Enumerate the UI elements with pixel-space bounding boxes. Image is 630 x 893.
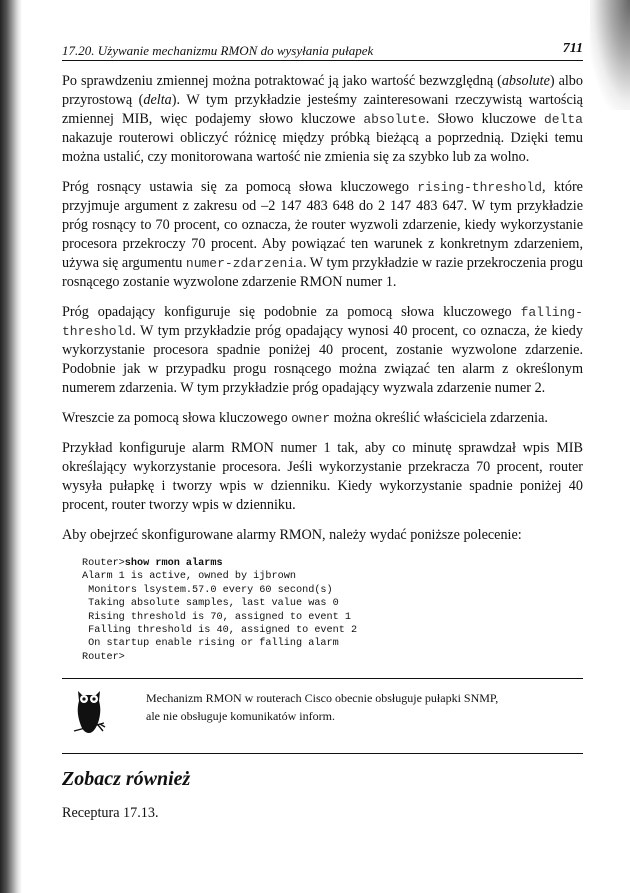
scan-corner: [590, 0, 630, 110]
chapter-title: 17.20. Używanie mechanizmu RMON do wysyłania pułapek: [62, 43, 374, 58]
paragraph-owner: [62, 409, 583, 428]
code-line: Router>: [82, 651, 125, 663]
note-text: [62, 679, 583, 737]
text: . Słowo kluczowe: [425, 111, 544, 127]
scan-edge: [0, 0, 22, 893]
note-line: ale nie obsługuje komunikatów inform.: [146, 708, 335, 723]
keyword: absolute: [363, 112, 426, 127]
code-listing: [82, 557, 583, 664]
keyword: falling-threshold: [62, 305, 583, 339]
text: nakazuje routerowi obliczyć różnicę między próbką bieżącą a poprzednią. Dzięki temu można ustalić, czy monitorowana wartość nie zmienia się za szybko lub za wolno.: [62, 130, 583, 165]
page-number: 711: [562, 41, 583, 56]
code-prompt: Router>: [82, 558, 125, 569]
text: . W tym przykładzie w razie przekroczenia progu rosnącego zostanie wyzwolone zdarzenie RMON numer 1.: [62, 255, 584, 290]
text: . W tym przykładzie próg opadający wynosi 40 procent, co oznacza, że kiedy wykorzystanie procesora spadnie poniżej 40 procent, zostanie wyzwolone zdarzenie. Podobnie jak w przypadku progu rosnącego można związać ten alarm z określonym numerem zdarzenia. W tym przykładzie próg opadający wyzwala zdarzenie numer 2.: [62, 323, 583, 396]
code-command: show rmon alarms: [124, 558, 223, 569]
code-line: Alarm 1 is active, owned by ijbrown: [82, 571, 296, 583]
code-line: Falling threshold is 40, assigned to event 2: [82, 625, 358, 637]
see-also-heading: Zobacz również: [62, 768, 191, 791]
text: Wreszcie za pomocą słowa kluczowego: [62, 410, 292, 426]
text: Próg opadający konfiguruje się podobnie za pomocą słowa kluczowego: [62, 304, 521, 320]
text: Próg rosnący ustawia się za pomocą słowa kluczowego: [62, 179, 418, 195]
see-also-reference: Receptura 17.13.: [62, 805, 159, 822]
keyword: owner: [291, 411, 331, 426]
term: delta: [143, 92, 172, 108]
keyword: rising-threshold: [417, 180, 543, 195]
text: ). W tym przykładzie jesteśmy zainteresowani rzeczywistą wartością zmiennej MIB, więc podajemy słowo kluczowe: [62, 92, 583, 127]
text: Po sprawdzeniu zmiennej można potraktować ją jako wartość bezwzględną (: [62, 73, 502, 89]
code-line: Monitors lsystem.57.0 every 60 second(s): [82, 584, 333, 596]
code-line: Rising threshold is 70, assigned to event 1: [82, 611, 351, 623]
note-line: Mechanizm RMON w routerach Cisco obecnie obsługuje pułapki SNMP,: [146, 691, 499, 706]
paragraph-example: Przykład konfiguruje alarm RMON numer 1 tak, aby co minutę sprawdzał wpis MIB określający wykorzystanie procesora. Jeśli wykorzystanie przekracza 70 procent, router wysyła pułapkę i tworzy wpis w dzienniku. Kiedy wykorzystanie spadnie poniżej 40 procent, router tworzy wpis w dzienniku.: [62, 440, 583, 513]
term: absolute: [501, 73, 550, 89]
text: można określić właściciela zdarzenia.: [330, 410, 548, 426]
keyword: delta: [543, 112, 583, 127]
text: , które przyjmuje argument z zakresu od –2 147 483 648 do 2 147 483 647. W tym przykładzie próg rosnący to 70 procent, co oznacza, że router wyzwoli zdarzenie, kiedy wykorzystanie procesora przekroczy 70 procent. Aby powiązać ten warunek z konkretnym zdarzeniem, używa się argumentu: [62, 179, 583, 271]
paragraph-rising-threshold: [62, 178, 583, 292]
paragraph-falling-threshold: [62, 303, 583, 398]
code-line: On startup enable rising or falling alarm: [82, 638, 339, 650]
note-box: [62, 678, 583, 754]
page-body: [62, 72, 583, 664]
page: [62, 0, 583, 852]
owl-icon: [72, 687, 106, 739]
running-header: [62, 40, 583, 61]
text: ) albo przyrostową (: [62, 73, 583, 108]
paragraph-command-intro: Aby obejrzeć skonfigurowane alarmy RMON, należy wydać poniższe polecenie:: [62, 527, 522, 543]
paragraph-absolute-delta: [62, 72, 583, 167]
code-line: Taking absolute samples, last value was 0: [82, 598, 339, 610]
keyword: numer-zdarzenia: [185, 256, 303, 271]
